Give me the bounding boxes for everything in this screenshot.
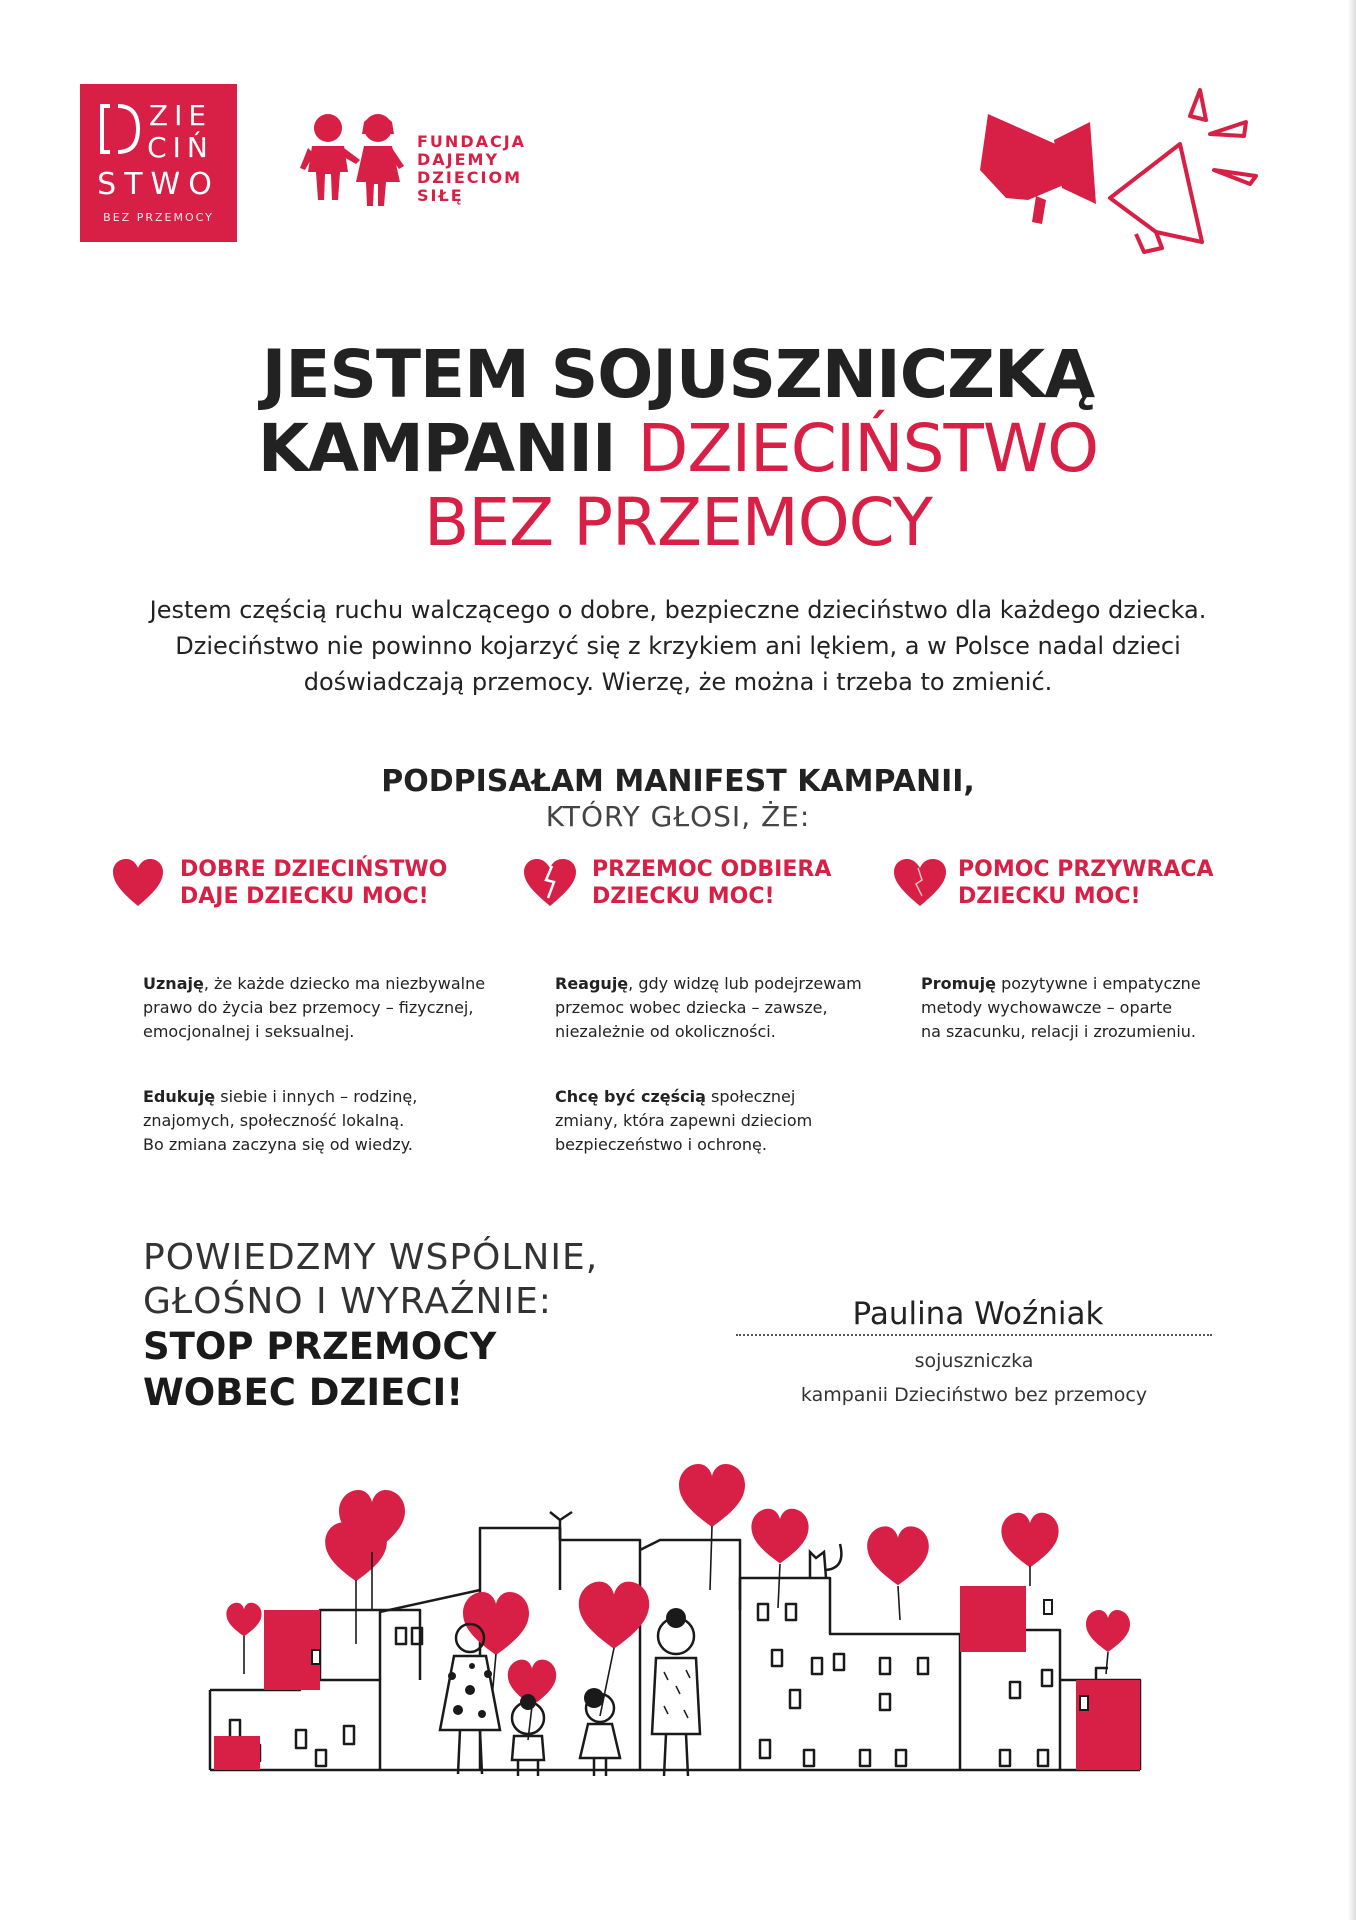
slogan-line: POMOC PRZYWRACA [958, 857, 1214, 882]
pledge-keyword: Edukuję [143, 1087, 216, 1106]
headline-line-2 [0, 410, 1356, 487]
slogan-line: DZIECKU MOC! [592, 884, 775, 909]
megaphone-icon [966, 84, 1276, 274]
manifest-title: PODPISAŁAM MANIFEST KAMPANII, [381, 764, 975, 799]
slogan-1 [180, 856, 447, 910]
pledge-text: Bo zmiana zaczyna się od wiedzy. [143, 1135, 413, 1154]
children-icon [298, 108, 410, 218]
headline-line-1: JESTEM SOJUSZNICZKĄ [261, 336, 1095, 413]
slogan-2 [592, 856, 831, 910]
foundation-name [417, 133, 526, 205]
intro-paragraph [140, 592, 1216, 700]
headline-line-2-black: KAMPANII [257, 410, 638, 487]
heart-icon [111, 858, 165, 908]
intro-line: Jestem częścią ruchu walczącego o dobre, bezpieczne dzieciństwo dla każdego dziecka. [149, 596, 1207, 624]
closing-line: POWIEDZMY WSPÓLNIE, [143, 1237, 599, 1278]
pledge-text: zmiany, która zapewni dzieciom [555, 1111, 813, 1130]
pledge-text: przemoc wobec dziecka – zawsze, [555, 998, 828, 1017]
pledge-1 [143, 972, 485, 1044]
signature-line [736, 1334, 1212, 1336]
foundation-line: DZIECIOM [417, 168, 522, 187]
heart-icon [892, 858, 948, 908]
intro-line: doświadczają przemocy. Wierzę, że można i trzeba to zmienić. [303, 668, 1053, 696]
pledge-2 [555, 972, 862, 1044]
signature-role: sojuszniczka [914, 1350, 1034, 1372]
pledge-keyword: Chcę być częścią [555, 1087, 706, 1106]
foundation-line: DAJEMY [417, 150, 500, 169]
signature-campaign: kampanii Dzieciństwo bez przemocy [800, 1384, 1148, 1406]
pledge-5 [555, 1085, 812, 1157]
logo-line-4: BEZ PRZEMOCY [103, 211, 214, 224]
closing-line-bold: WOBEC DZIECI! [143, 1371, 464, 1414]
closing-call [143, 1236, 598, 1416]
logo-line-1: ZIE [148, 99, 213, 132]
closing-line: GŁOŚNO I WYRAŹNIE: [143, 1281, 552, 1322]
pledge-text: bezpieczeństwo i ochronę. [555, 1135, 767, 1154]
pledge-text: siebie i innych – rodzinę, [215, 1087, 418, 1106]
pledge-text: niezależnie od okoliczności. [555, 1022, 776, 1041]
pledge-keyword: Uznaję [143, 974, 204, 993]
headline-line-2-red: DZIECIŃSTWO [637, 410, 1099, 487]
logo-line-3: STWO [97, 167, 220, 202]
pledge-4 [143, 1085, 417, 1157]
intro-line: Dzieciństwo nie powinno kojarzyć się z krzykiem ani lękiem, a w Polsce nadal dzieci [175, 632, 1181, 660]
heart-icon [522, 858, 578, 908]
logo-line-2: CIŃ [147, 131, 214, 164]
pledge-3 [921, 972, 1201, 1044]
campaign-logo [80, 84, 237, 242]
pledge-text: metody wychowawcze – oparte [921, 998, 1173, 1017]
foundation-line: SIŁĘ [417, 186, 464, 205]
pledge-text: , gdy widzę lub podejrzewam [628, 974, 862, 993]
closing-line-bold: STOP PRZEMOCY [143, 1325, 497, 1368]
pledge-text: pozytywne i empatyczne [996, 974, 1201, 993]
pledge-text: , że każde dziecko ma niezbywalne [203, 974, 486, 993]
headline-line-3: BEZ PRZEMOCY [424, 484, 932, 561]
slogan-line: DOBRE DZIECIŃSTWO [180, 857, 448, 882]
pledge-text: emocjonalnej i seksualnej. [143, 1022, 355, 1041]
pledge-keyword: Reaguję [555, 974, 629, 993]
slogan-line: PRZEMOC ODBIERA [592, 857, 832, 882]
pledge-text: na szacunku, relacji i zrozumieniu. [921, 1022, 1196, 1041]
slogan-line: DAJE DZIECKU MOC! [180, 884, 429, 909]
slogan-line: DZIECKU MOC! [958, 884, 1141, 909]
city-illustration [0, 1440, 1356, 1780]
slogan-3 [958, 856, 1214, 910]
foundation-line: FUNDACJA [417, 132, 527, 151]
pledge-text: prawo do życia bez przemocy – fizycznej, [143, 998, 474, 1017]
pledge-text: społecznej [705, 1087, 796, 1106]
manifest-subtitle: KTÓRY GŁOSI, ŻE: [545, 800, 811, 833]
pledge-keyword: Promuję [921, 974, 997, 993]
signature-name: Paulina Woźniak [852, 1296, 1104, 1332]
pledge-text: znajomych, społeczność lokalną. [143, 1111, 405, 1130]
